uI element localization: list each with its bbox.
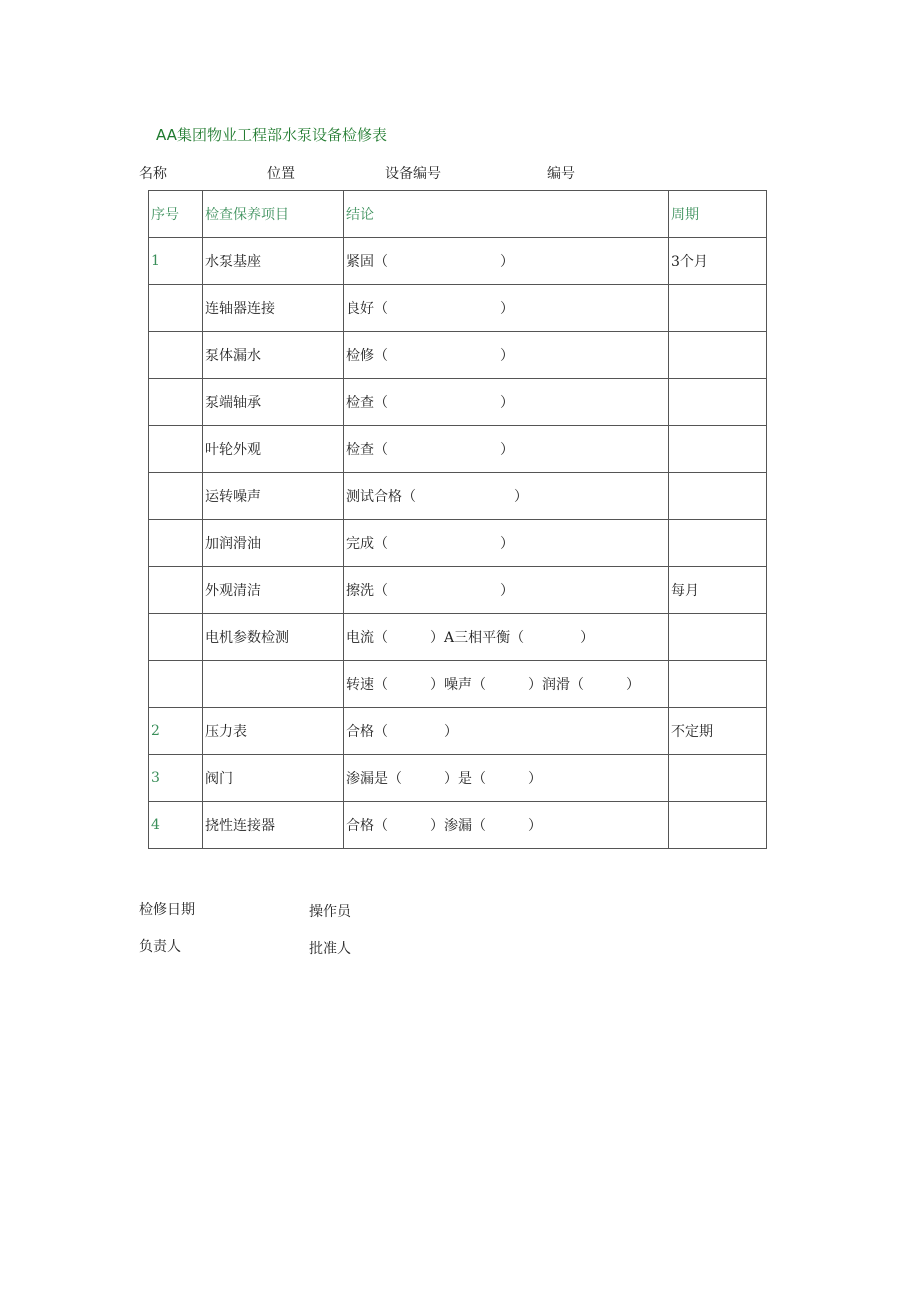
row-cycle xyxy=(669,755,767,802)
row-conclusion[interactable]: 转速（ ）噪声（ ）润滑（ ） xyxy=(344,661,669,708)
row-cycle xyxy=(669,473,767,520)
row-seq: 1 xyxy=(149,238,203,285)
table-row xyxy=(149,614,767,661)
row-cycle: 不定期 xyxy=(669,708,767,755)
number-label: 编号 xyxy=(547,166,575,182)
table-row xyxy=(149,520,767,567)
row-seq xyxy=(149,661,203,708)
row-conclusion[interactable]: 合格（ ） xyxy=(344,708,669,755)
location-label: 位置 xyxy=(267,166,295,182)
row-item: 阀门 xyxy=(203,755,344,802)
row-cycle xyxy=(669,332,767,379)
row-seq xyxy=(149,614,203,661)
row-conclusion[interactable]: 检查（ ） xyxy=(344,379,669,426)
row-conclusion[interactable]: 检查（ ） xyxy=(344,426,669,473)
row-seq xyxy=(149,426,203,473)
row-cycle xyxy=(669,802,767,849)
row-cycle xyxy=(669,285,767,332)
row-item xyxy=(203,661,344,708)
row-seq: 3 xyxy=(149,755,203,802)
table-row xyxy=(149,238,767,285)
table-header-row xyxy=(149,191,767,238)
approver-label: 批准人 xyxy=(309,941,351,957)
table-row xyxy=(149,332,767,379)
table-row xyxy=(149,285,767,332)
table-row xyxy=(149,661,767,708)
row-cycle xyxy=(669,614,767,661)
row-item: 运转噪声 xyxy=(203,473,344,520)
row-item: 电机参数检测 xyxy=(203,614,344,661)
header-seq: 序号 xyxy=(149,191,203,238)
row-cycle xyxy=(669,426,767,473)
row-item: 泵体漏水 xyxy=(203,332,344,379)
table-row xyxy=(149,802,767,849)
row-conclusion[interactable]: 良好（ ） xyxy=(344,285,669,332)
row-conclusion[interactable]: 紧固（ ） xyxy=(344,238,669,285)
row-conclusion[interactable]: 擦洗（ ） xyxy=(344,567,669,614)
row-item: 叶轮外观 xyxy=(203,426,344,473)
name-label: 名称 xyxy=(139,166,167,182)
table-row xyxy=(149,755,767,802)
header-conclusion: 结论 xyxy=(344,191,669,238)
row-seq xyxy=(149,379,203,426)
row-cycle xyxy=(669,379,767,426)
row-item: 加润滑油 xyxy=(203,520,344,567)
table-row xyxy=(149,708,767,755)
row-conclusion[interactable]: 渗漏是（ ）是（ ） xyxy=(344,755,669,802)
row-conclusion[interactable]: 测试合格（ ） xyxy=(344,473,669,520)
row-seq xyxy=(149,567,203,614)
row-seq: 4 xyxy=(149,802,203,849)
row-seq xyxy=(149,520,203,567)
row-cycle xyxy=(669,661,767,708)
device-number-label: 设备编号 xyxy=(385,166,441,182)
row-item: 泵端轴承 xyxy=(203,379,344,426)
inspection-table xyxy=(148,190,767,849)
table-row xyxy=(149,426,767,473)
row-cycle: 每月 xyxy=(669,567,767,614)
responsible-person-label: 负责人 xyxy=(139,939,181,955)
row-item: 压力表 xyxy=(203,708,344,755)
row-cycle: 3个月 xyxy=(669,238,767,285)
form-title: AA集团物业工程部水泵设备检修表 xyxy=(156,126,387,144)
row-item: 水泵基座 xyxy=(203,238,344,285)
table-row xyxy=(149,567,767,614)
row-cycle xyxy=(669,520,767,567)
header-item: 检查保养项目 xyxy=(203,191,344,238)
row-item: 连轴器连接 xyxy=(203,285,344,332)
row-seq: 2 xyxy=(149,708,203,755)
row-seq xyxy=(149,332,203,379)
header-cycle: 周期 xyxy=(669,191,767,238)
repair-date-label: 检修日期 xyxy=(139,902,195,918)
row-conclusion[interactable]: 电流（ ）A三相平衡（ ） xyxy=(344,614,669,661)
row-conclusion[interactable]: 检修（ ） xyxy=(344,332,669,379)
row-conclusion[interactable]: 合格（ ）渗漏（ ） xyxy=(344,802,669,849)
row-item: 挠性连接器 xyxy=(203,802,344,849)
table-row xyxy=(149,473,767,520)
row-item: 外观清洁 xyxy=(203,567,344,614)
row-seq xyxy=(149,285,203,332)
row-seq xyxy=(149,473,203,520)
row-conclusion[interactable]: 完成（ ） xyxy=(344,520,669,567)
table-row xyxy=(149,379,767,426)
operator-label: 操作员 xyxy=(309,904,351,920)
